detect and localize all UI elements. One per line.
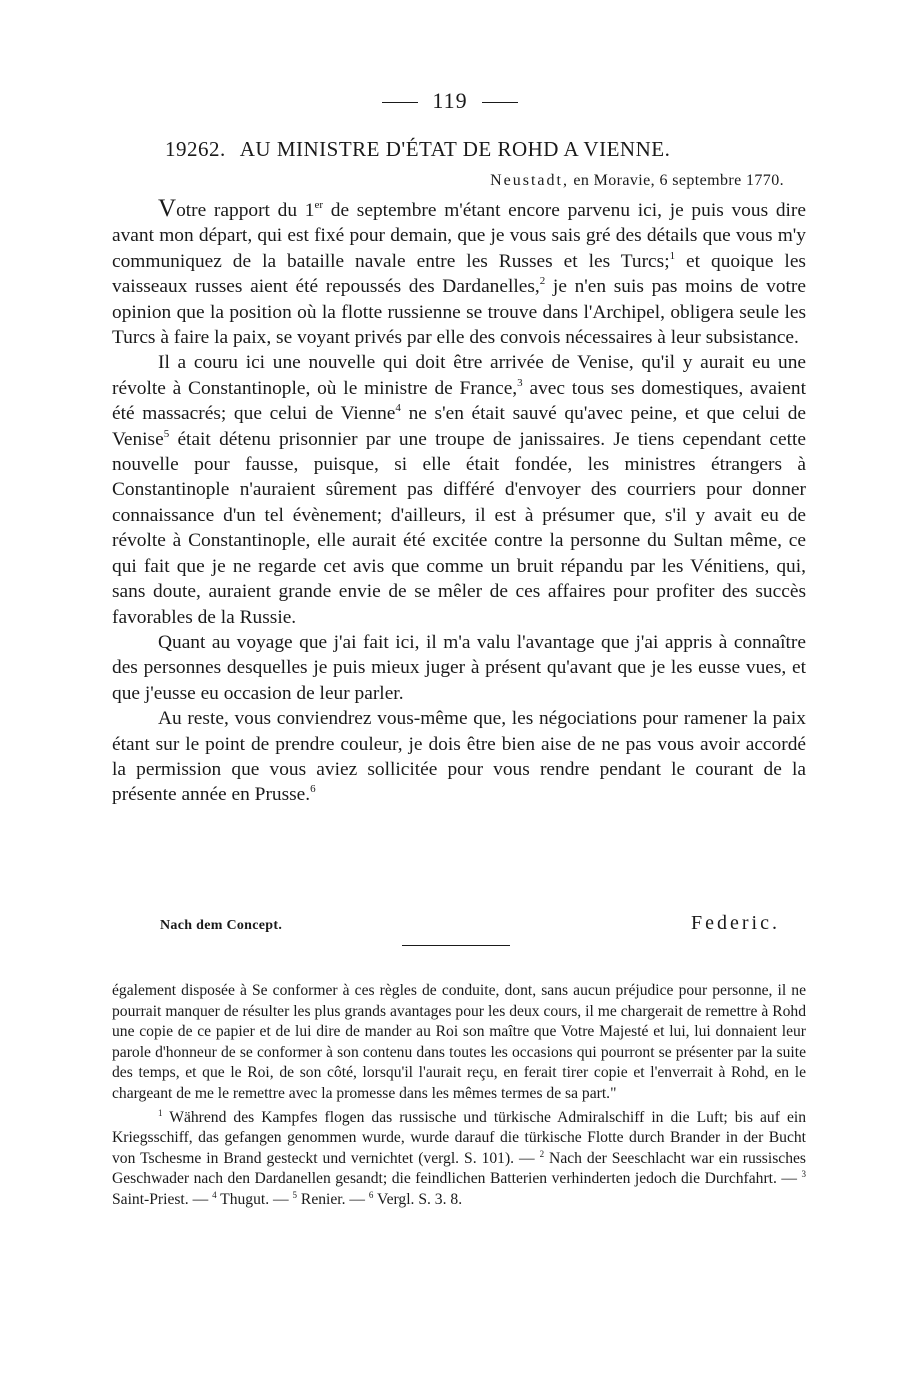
- paragraph-1-text-a: otre rapport du 1: [176, 200, 315, 221]
- footnote-list: [112, 1108, 806, 1211]
- letter-place: Neustadt,: [490, 172, 569, 189]
- source-note: Nach dem Concept.: [160, 918, 283, 933]
- page-number-dash-left: [382, 102, 418, 103]
- paragraph-3: Quant au voyage que j'ai fait ici, il m'a valu l'avantage que j'ai appris à connaître des personnes desquelles je puis mieux juger à présent qu'avant que je les eusse vues, et que j'eusse eu occasion de leur parler.: [112, 631, 806, 704]
- paragraph-2-text-a: Il a couru ici une nouvelle qui doit être arrivée de Venise, qu'il y aurait eu une révolte à Constantinople, où le ministre de France,: [112, 352, 806, 399]
- paragraph-1-text-d: je n'en suis pas moins de votre opinion que la position où la flotte russienne se trouve dans l'Archipel, obligera seule les Turcs à faire la paix, se voyant privés par elle des convois nécessaires à leur subsistance.: [112, 276, 806, 349]
- letter-number: 19262.: [165, 137, 226, 161]
- letter-title: AU MINISTRE D'ÉTAT DE ROHD A VIENNE.: [239, 137, 671, 161]
- page-number: 119: [432, 88, 468, 113]
- page-number-line: [0, 88, 900, 114]
- paragraph-4-text-a: Au reste, vous conviendrez vous-même que, les négociations pour ramener la paix étant sur le point de prendre couleur, je dois être bien aise de ne pas vous avoir accordé la permission que vous aviez sollicitée pour vous rendre pendant le courant de la présente année en Prusse.: [112, 708, 806, 806]
- paragraph-2-text-b: avec tous ses domestiques, avaient été massacrés; que celui de Vienne: [112, 377, 806, 425]
- drop-cap: V: [158, 195, 177, 222]
- paragraph-2-text-d: était détenu prisonnier par une troupe de janissaires. Je tiens cependant cette nouvelle pour fausse, puisque, si elle était fondée, les ministres étrangers à Constantinople n'auraient sûrement pas différé d'envoyer des courriers pour donner connaissance d'un tel évènement; d'ailleurs, il est à présumer que, s'il y avait eu de révolte à Constantinople, elle aurait été excitée contre la personne du Sultan même, ce qui fait que je ne regarde cet avis que comme un bruit répandu par les Vénitiens, qui, sans doute, auraient grande envie de se mêler de ces affaires pour profiter des succès favorables de la Russie.: [112, 428, 806, 628]
- footnote-continuation: également disposée à Se conformer à ces règles de conduite, dont, sans aucun préjudice pour personne, il ne pourrait manquer de résulter les plus grands avantages pour les deux cours, il me chargerait de remettre à Rohd une copie de ce papier et de lui dire de mander au Roi son maître que Votre Majesté et lui, lui donnaient leur parole d'honneur de se conformer à son contenu dans toutes les occasions qui pourront se présenter par la suite des temps, et que le Roi, de son côté, lorsqu'il l'aurait reçu, en ferait tirer copie et l'enverrait à Rohd, en le chargeant de me le remettre avec la promesse dans les mêmes termes de sa part.": [112, 982, 806, 1102]
- footnote-divider: [402, 945, 510, 946]
- footnote-ref-4[interactable]: 4: [395, 402, 401, 415]
- signature: Federic.: [691, 912, 780, 934]
- paragraph-2-text-c: ne s'en était sauvé qu'avec peine, et que celui de Venise: [112, 403, 806, 450]
- closing-row: [160, 912, 780, 935]
- footnote-2: Nach der Seeschlacht war ein russisches Geschwader nach den Dardanellen gesandt; die feindlichen Batterien verhinderten jedoch die Durchfahrt. —: [112, 1149, 806, 1188]
- footnote-ref-3[interactable]: 3: [517, 376, 523, 389]
- footnote-mark-3: 3: [801, 1169, 806, 1180]
- footnote-ref-5[interactable]: 5: [163, 427, 170, 440]
- footnote-4: Thugut. —: [216, 1190, 293, 1208]
- paragraph-1-text-c: et quoique les vaisseaux russes aient été repoussés des Dardanelles,: [112, 250, 806, 298]
- superscript-er: er: [314, 199, 324, 211]
- footnote-mark-6: 6: [368, 1189, 374, 1200]
- letter-dateline: [490, 172, 784, 190]
- footnote-mark-2: 2: [539, 1148, 545, 1159]
- footnote-mark-4: 4: [212, 1189, 217, 1200]
- footnotes: [112, 981, 806, 1211]
- paragraph-2: [112, 350, 806, 629]
- footnote-6: Vergl. S. 3. 8.: [373, 1190, 463, 1208]
- footnote-3: Saint-Priest. —: [112, 1190, 213, 1208]
- footnote-ref-2[interactable]: 2: [539, 275, 546, 288]
- footnote-5: Renier. —: [297, 1190, 369, 1208]
- paragraph-1-text-b: de septembre m'étant encore parvenu ici, je puis vous dire avant mon départ, qui est fixé pour demain, que je vous sais gré des détails que vous m'y communiquez de la bataille navale entre les Russes et les Turcs;: [112, 200, 806, 272]
- paragraph-4: [112, 706, 806, 808]
- letter-heading: [165, 137, 785, 162]
- footnote-ref-1[interactable]: 1: [669, 249, 676, 262]
- footnote-ref-6[interactable]: 6: [310, 783, 316, 796]
- letter-date: en Moravie, 6 septembre 1770.: [573, 172, 784, 189]
- page-number-dash-right: [482, 102, 518, 103]
- footnote-mark-5: 5: [292, 1189, 298, 1200]
- letter-body: [112, 196, 806, 808]
- paragraph-1: [112, 196, 806, 350]
- footnote-1: Während des Kampfes flogen das russische und türkische Admiralschiff in die Luft; bis auf ein Kriegsschiff, das gefangen genommen wurde, wurde darauf die türkische Flotte durch Brander in der Bucht von Tschesme in Brand gesteckt und vernichtet (vergl. S. 101). —: [112, 1108, 806, 1167]
- footnote-mark-1: 1: [158, 1107, 163, 1118]
